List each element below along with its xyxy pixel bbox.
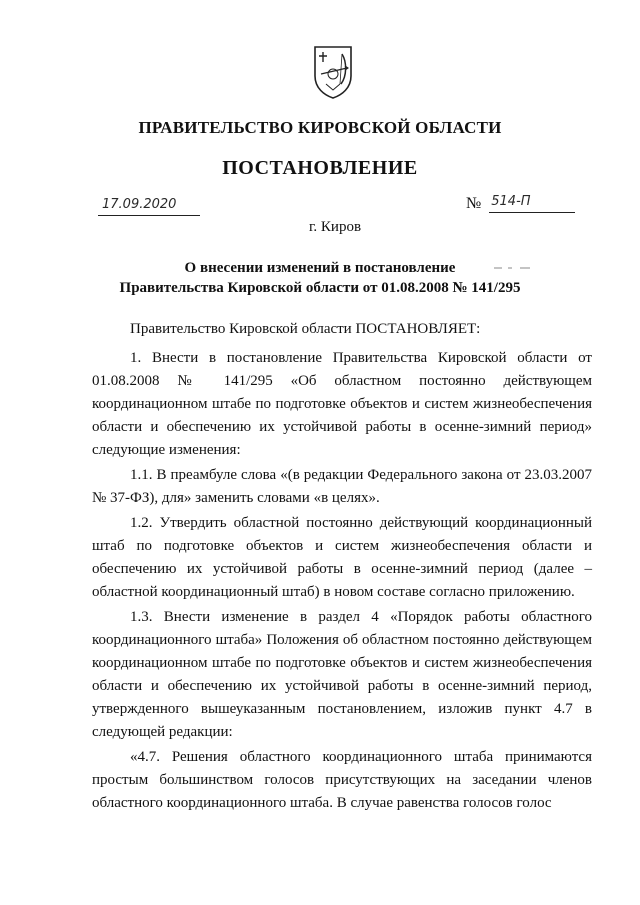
number-sign: № bbox=[466, 195, 482, 212]
paragraph-1-1: 1.1. В преамбуле слова «(в редакции Федерального закона от 23.03.2007 № 37-ФЗ), для» заменить словами «в целях». bbox=[92, 467, 592, 506]
document-subject bbox=[0, 258, 640, 298]
document-number: 514-П bbox=[489, 194, 575, 213]
document-number-row bbox=[466, 194, 575, 213]
organization-heading: ПРАВИТЕЛЬСТВО КИРОВСКОЙ ОБЛАСТИ bbox=[138, 118, 502, 137]
document-type-title: ПОСТАНОВЛЕНИЕ bbox=[222, 157, 418, 179]
document-date: 17.09.2020 bbox=[98, 197, 200, 216]
paragraph-1-2: 1.2. Утвердить областной постоянно действующий координационный штаб по подготовке объектов и систем жизнеобеспечения области и обеспечению их устойчивой работы в осенне-зимний период (далее – областной координационный штаб) в новом составе согласно приложению. bbox=[92, 515, 592, 600]
paragraph-1: 1. Внести в постановление Правительства Кировской области от 01.08.2008 № 141/295 «Об областном постоянно действующем координационном штабе по подготовке объектов и систем жизнеобеспечения области и обеспечению их устойчивой работы в осенне-зимний период» следующие изменения: bbox=[92, 350, 592, 458]
coat-of-arms-emblem bbox=[311, 44, 355, 100]
paragraph-4-7: «4.7. Решения областного координационного штаба принимаются простым большинством голосов присутствующих на заседании членов областного координационного штаба. В случае равенства голосов голос bbox=[92, 749, 592, 811]
body-intro: Правительство Кировской области ПОСТАНОВЛЯЕТ: bbox=[130, 321, 481, 337]
paragraph-1-3: 1.3. Внести изменение в раздел 4 «Порядок работы областного координационного штаба» Положения об областном постоянно действующем координационном штабе по подготовке объектов и систем жизнеобеспечения области и обеспечению их устойчивой работы в осенне-зимний период, утвержденного вышеуказанным постановлением, изложив пункт 4.7 в следующей редакции: bbox=[92, 609, 592, 740]
document-body bbox=[92, 318, 592, 817]
city-label: г. Киров bbox=[308, 219, 362, 235]
faint-pen-mark bbox=[494, 266, 530, 270]
subject-line-1: О внесении изменений в постановление bbox=[184, 260, 456, 276]
subject-line-2: Правительства Кировской области от 01.08.2008 № 141/295 bbox=[119, 280, 521, 296]
